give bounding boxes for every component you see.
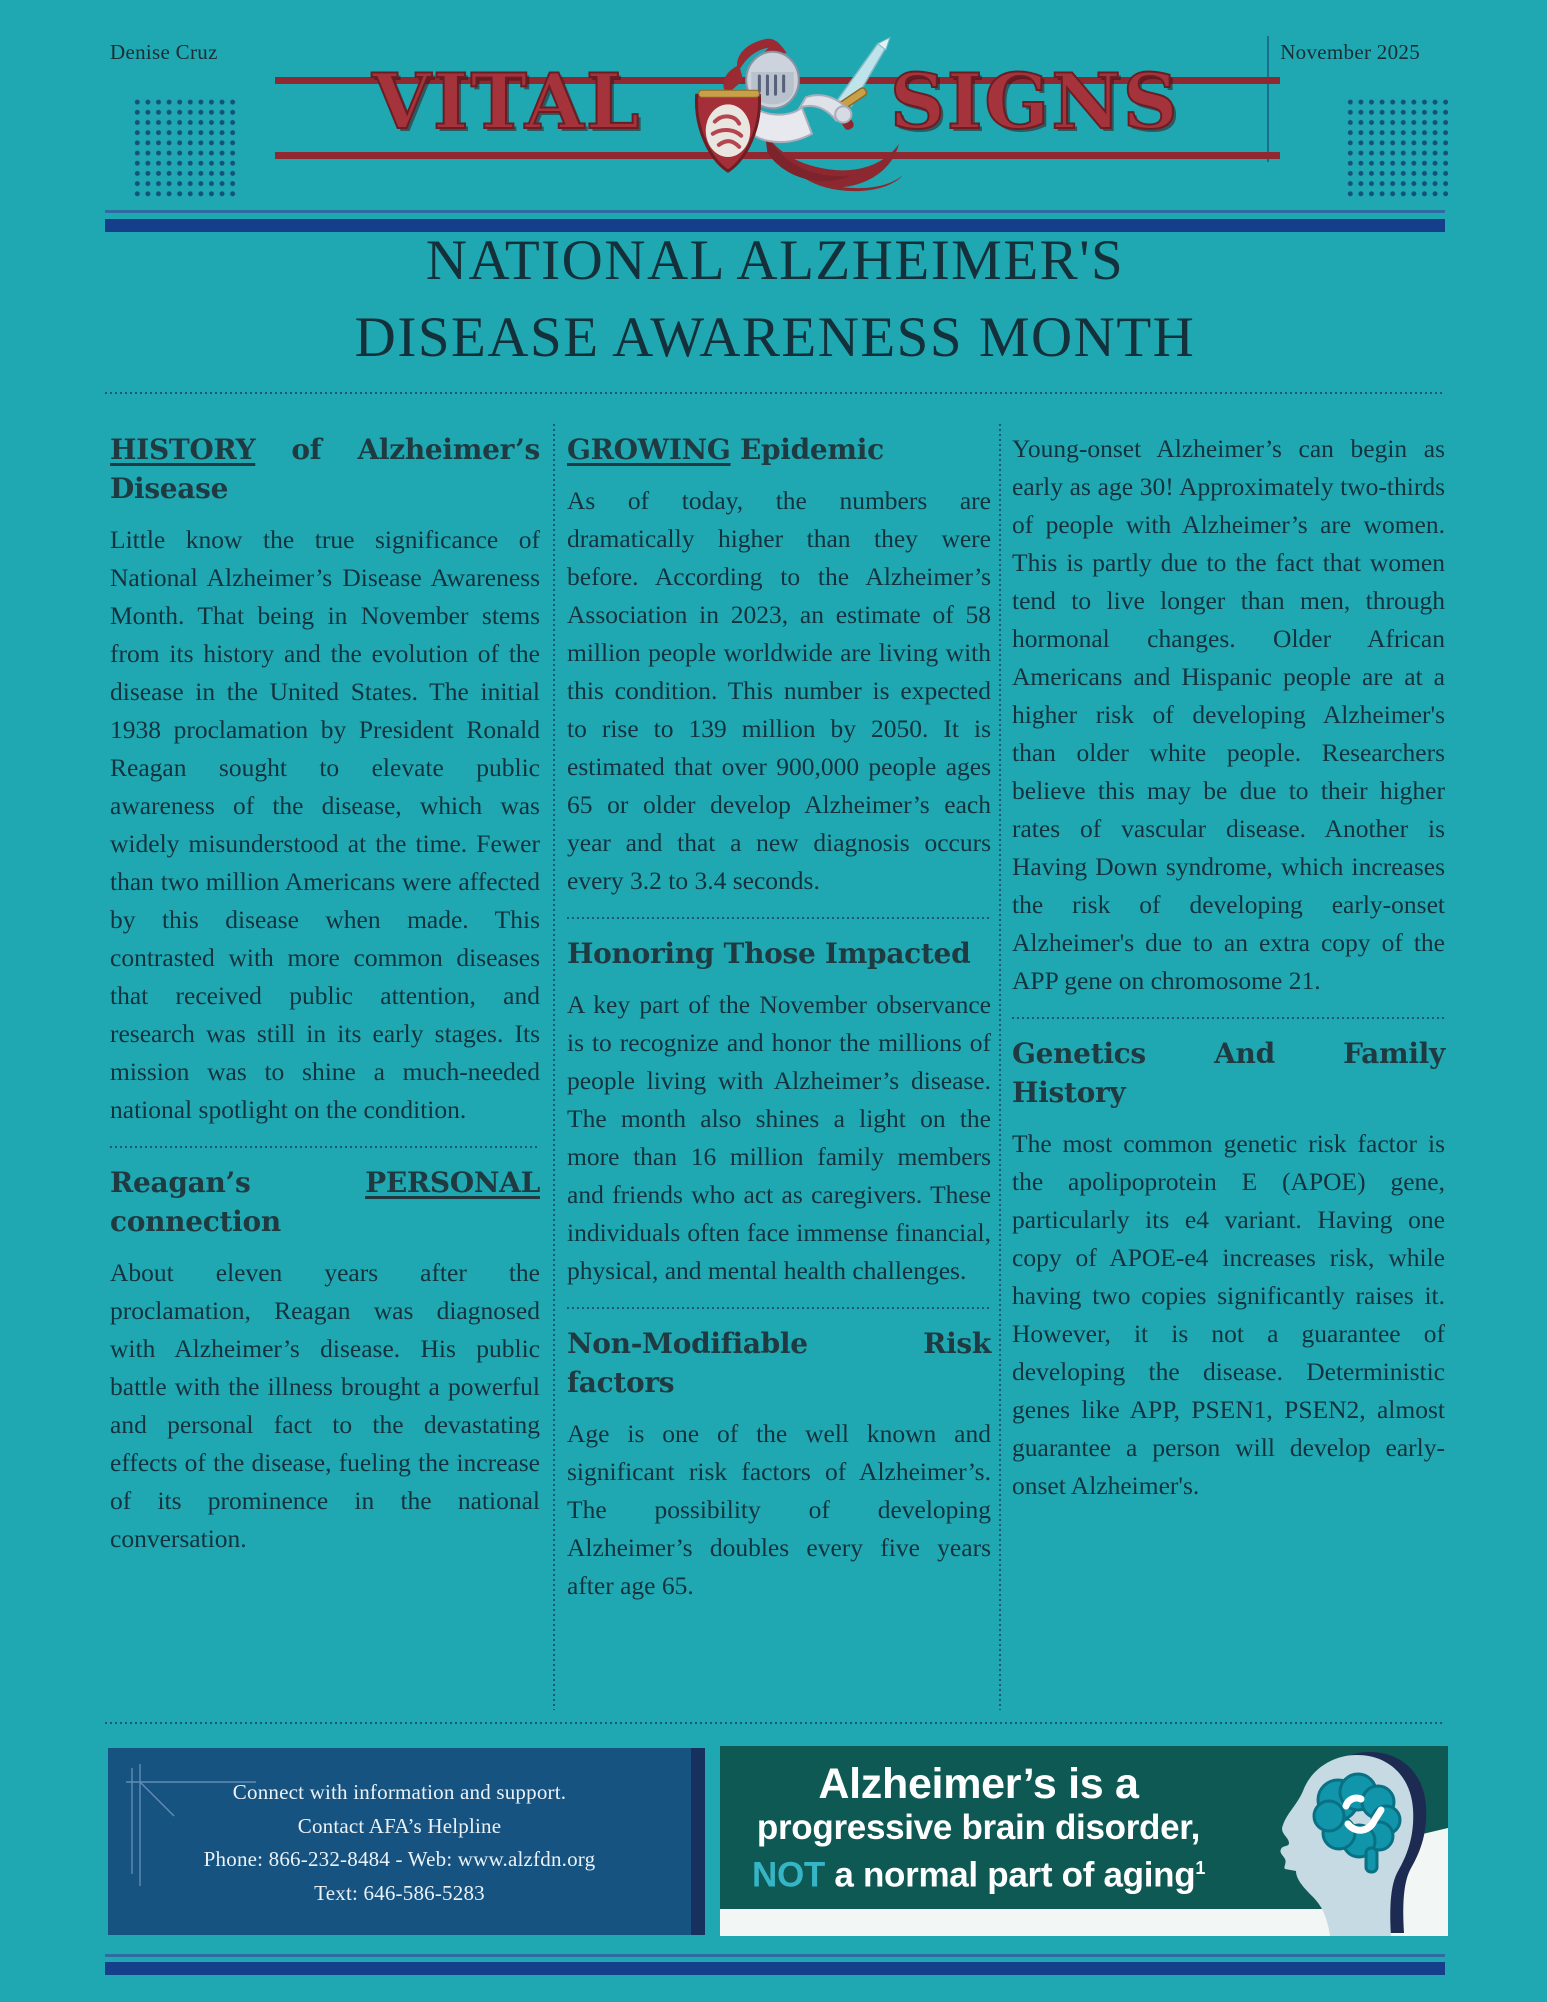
head-profile-icon — [1230, 1748, 1448, 1936]
dot-grid-ornament-right — [1345, 97, 1451, 199]
footer-separator — [105, 1722, 1445, 1724]
banner-not-word: NOT — [751, 1855, 825, 1895]
section-separator — [110, 1146, 540, 1148]
heading-growing-rest: Epidemic — [730, 433, 884, 466]
section-heading-history — [110, 430, 540, 508]
column-history — [110, 430, 540, 1558]
masthead-word-signs: SIGNS — [890, 57, 1180, 146]
section-heading-growing — [567, 430, 991, 469]
section-heading-honoring: Honoring Those Impacted — [567, 937, 971, 970]
heading-reagan-rest: connection — [110, 1205, 281, 1238]
helpline-line-1: Connect with information and support. — [232, 1780, 567, 1804]
heading-reagan-pre: Reagan’s — [110, 1166, 366, 1199]
banner-line-3-rest: a normal part of aging — [824, 1855, 1196, 1895]
helpline-line-3: Phone: 866-232-8484 - Web: www.alzfdn.org — [203, 1847, 596, 1871]
banner-line-1: Alzheimer’s is a — [818, 1760, 1139, 1808]
helpline-line-2: Contact AFA’s Helpline — [297, 1813, 502, 1838]
banner-text — [726, 1760, 1231, 1896]
author-name: Denise Cruz — [110, 40, 218, 64]
heading-history-underlined: HISTORY — [110, 433, 256, 466]
page-title-line2: DISEASE AWARENESS MONTH — [354, 306, 1196, 369]
column-separator-1 — [553, 424, 555, 1710]
heading-reagan-underlined: PERSONAL — [365, 1166, 540, 1199]
title-separator — [105, 392, 1445, 394]
reagan-paragraph: About eleven years after the proclamation, Reagan was diagnosed with Alzheimer’s disease. His public battle with the illness brought a powerful and personal fact to the devastating effects of the disease, fueling the increase of its prominence in the national conversation. — [110, 1258, 540, 1553]
dot-grid-ornament-left — [132, 97, 238, 199]
header-rule-thin — [105, 210, 1445, 213]
page-title-line1: NATIONAL ALZHEIMER'S — [425, 229, 1125, 292]
banner-footnote-mark: 1 — [1195, 1858, 1206, 1878]
genetics-paragraph: The most common genetic risk factor is the apolipoprotein E (APOE) gene, particularly its e4 variant. Having one copy of APOE-e4 increases risk, while having two copies significantly raises it. However, it is not a guarantee of developing the disease. Deterministic genes like APP, PSEN1, PSEN2, almost guarantee a person will develop early-onset Alzheimer's. — [1012, 1129, 1445, 1500]
helpline-text — [108, 1776, 691, 1910]
helpline-info-box — [108, 1748, 691, 1935]
helpline-line-4: Text: 646-586-5283 — [314, 1880, 485, 1905]
column-separator-2 — [999, 424, 1001, 1710]
header-divider-line — [1267, 36, 1269, 162]
knight-mascot-icon — [638, 36, 906, 194]
section-heading-genetics: Genetics And Family History — [1012, 1037, 1445, 1109]
awareness-banner — [720, 1746, 1448, 1936]
risk-factors-paragraph: Age is one of the well known and significant risk factors of Alzheimer’s. The possibility of developing Alzheimer’s doubles every five years after age 65. — [567, 1419, 991, 1600]
footer-divider-bar — [691, 1748, 705, 1935]
heading-growing-underlined: GROWING — [567, 433, 731, 466]
footer-rule-thick — [105, 1962, 1445, 1975]
column-genetics — [1012, 430, 1445, 1505]
young-onset-paragraph: Young-onset Alzheimer’s can begin as early as age 30! Approximately two-thirds of people with Alzheimer’s are women. This is partly due to the fact that women tend to live longer than men, through hormonal changes. Older African Americans and Hispanic people are at a higher risk of developing Alzheimer's than older white people. Researchers believe this may be due to their higher rates of vascular disease. Another is Having Down syndrome, which increases the risk of developing early-onset Alzheimer's due to an extra copy of the APP gene on chromosome 21. — [1012, 434, 1445, 995]
section-heading-risk-factors: Non-Modifiable Risk factors — [567, 1327, 991, 1399]
section-separator — [567, 1307, 991, 1309]
column-epidemic — [567, 430, 991, 1605]
section-separator — [567, 917, 991, 919]
history-paragraph: Little know the true significance of National Alzheimer’s Disease Awareness Month. That being in November stems from its history and the evolution of the disease in the United States. The initial 1938 proclamation by President Ronald Reagan sought to elevate public awareness of the disease, which was widely misunderstood at the time. Fewer than two million Americans were affected by this disease when made. This contrasted with more common diseases that received public attention, and research was still in its early stages. Its mission was to shine a much-needed national spotlight on the condition. — [110, 525, 540, 1124]
banner-line-3 — [726, 1848, 1231, 1896]
masthead-word-vital: VITAL — [372, 57, 642, 146]
growing-paragraph: As of today, the numbers are dramatically higher than they were before. According to the Alzheimer’s Association in 2023, an estimate of 58 million people worldwide are living with this condition. This number is expected to rise to 139 million by 2050. It is estimated that over 900,000 people ages 65 or older develop Alzheimer’s each year and that a new diagnosis occurs every 3.2 to 3.4 seconds. — [567, 486, 991, 895]
section-separator — [1012, 1017, 1445, 1019]
page-title — [105, 222, 1445, 376]
footer-rule-thin — [105, 1954, 1445, 1957]
honoring-paragraph: A key part of the November observance is to recognize and honor the millions of people living with Alzheimer’s disease. The month also shines a light on the more than 16 million family members and friends who act as caregivers. These individuals often face immense financial, physical, and mental health challenges. — [567, 990, 991, 1285]
section-heading-reagan — [110, 1163, 540, 1241]
banner-line-2: progressive brain disorder, — [756, 1808, 1201, 1847]
issue-date: November 2025 — [1280, 40, 1420, 64]
heading-history-rest: of Alzheimer’s Disease — [110, 433, 540, 505]
